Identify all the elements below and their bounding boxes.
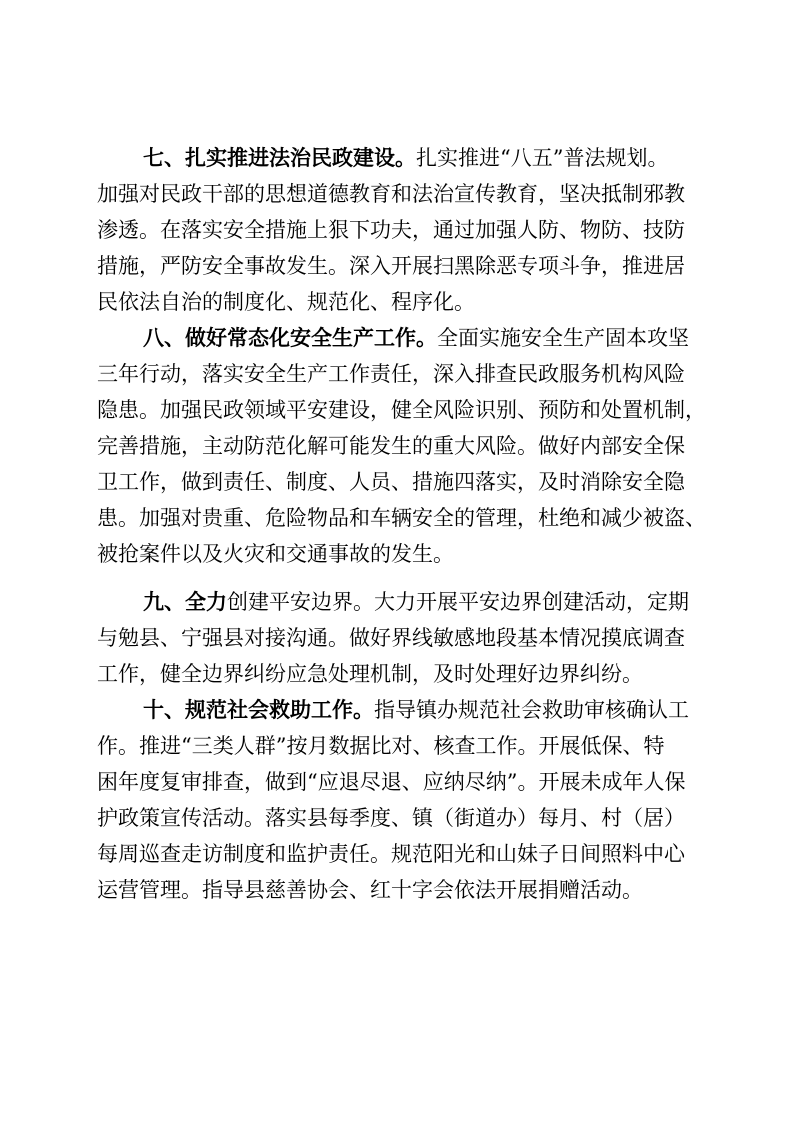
paragraph-heading-normal: 创建平安边界。 bbox=[227, 590, 374, 614]
paragraph-line: 护政策宣传活动。落实县每季度、镇（街道办）每月、村（居） bbox=[97, 806, 685, 830]
paragraph-line: 被抢案件以及火灾和交通事故的发生。 bbox=[97, 542, 454, 566]
paragraph-heading: 十、规范社会救助工作。 bbox=[143, 698, 374, 722]
paragraph-line: 完善措施，主动防范化解可能发生的重大风险。做好内部安全保 bbox=[97, 434, 685, 458]
paragraph-line bbox=[143, 584, 689, 620]
paragraph-line: 措施，严防安全事故发生。深入开展扫黑除恶专项斗争，推进居 bbox=[97, 254, 685, 278]
paragraph-heading: 七、扎实推进法治民政建设。 bbox=[143, 146, 416, 170]
paragraph-line: 民依法自治的制度化、规范化、程序化。 bbox=[97, 290, 475, 314]
paragraph-line: 患。加强对贵重、危险物品和车辆安全的管理，杜绝和减少被盗、 bbox=[97, 506, 706, 530]
paragraph-line: 作。推进“三类人群”按月数据比对、核查工作。开展低保、特 bbox=[97, 734, 665, 758]
paragraph-line: 困年度复审排查，做到“应退尽退、应纳尽纳”。开展未成年人保 bbox=[97, 770, 686, 794]
paragraph-line: 隐患。加强民政领域平安建设，健全风险识别、预防和处置机制， bbox=[97, 398, 706, 422]
paragraph-heading: 八、做好常态化安全生产工作。 bbox=[143, 326, 437, 350]
paragraph-line: 渗透。在落实安全措施上狠下功夫，通过加强人防、物防、技防 bbox=[97, 218, 685, 242]
paragraph-line: 加强对民政干部的思想道德教育和法治宣传教育，坚决抵制邪教 bbox=[97, 182, 685, 206]
paragraph-text: 全面实施安全生产固本攻坚 bbox=[437, 326, 689, 350]
paragraph-line bbox=[143, 320, 689, 356]
paragraph-line: 卫工作，做到责任、制度、人员、措施四落实，及时消除安全隐 bbox=[97, 470, 685, 494]
paragraph-line: 运营管理。指导县慈善协会、红十字会依法开展捐赠活动。 bbox=[97, 878, 643, 902]
paragraph-text: 扎实推进“八五”普法规划。 bbox=[416, 146, 669, 170]
paragraph-line bbox=[143, 692, 689, 728]
paragraph-line: 三年行动，落实安全生产工作责任，深入排查民政服务机构风险 bbox=[97, 362, 685, 386]
paragraph-line bbox=[143, 140, 668, 176]
paragraph-line: 工作，健全边界纠纷应急处理机制，及时处理好边界纠纷。 bbox=[97, 662, 643, 686]
paragraph-line: 与勉县、宁强县对接沟通。做好界线敏感地段基本情况摸底调查 bbox=[97, 626, 685, 650]
paragraph-line: 每周巡查走访制度和监护责任。规范阳光和山妹子日间照料中心 bbox=[97, 842, 685, 866]
paragraph-heading: 九、全力 bbox=[143, 590, 227, 614]
paragraph-text: 指导镇办规范社会救助审核确认工 bbox=[374, 698, 689, 722]
paragraph-text: 大力开展平安边界创建活动，定期 bbox=[374, 590, 689, 614]
